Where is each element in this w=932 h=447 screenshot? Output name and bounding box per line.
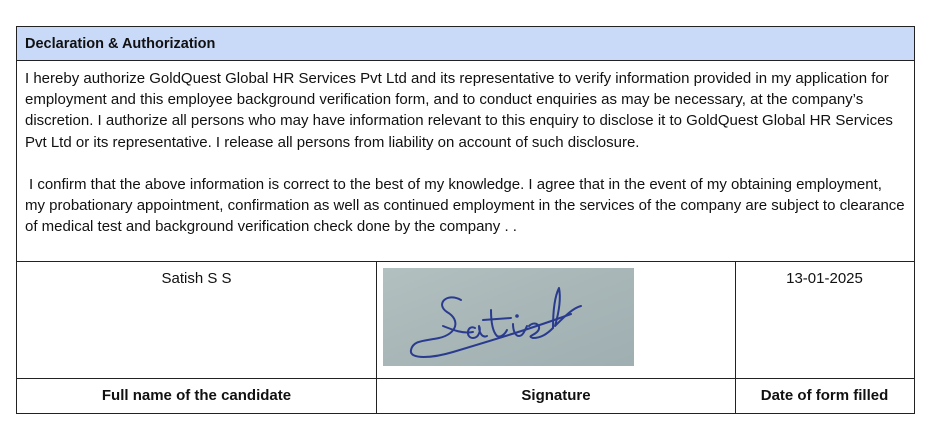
section-header (17, 27, 914, 61)
signature-image (383, 268, 634, 366)
full-name-label-cell (17, 379, 377, 413)
candidate-name-cell (17, 262, 377, 378)
date-filled-label: Date of form filled (760, 387, 889, 404)
section-title: Declaration & Authorization (25, 35, 216, 52)
candidate-name-value: Satish S S (161, 270, 232, 287)
declaration-form-table (16, 26, 915, 414)
declaration-text-block (17, 61, 914, 262)
date-label-cell (736, 379, 913, 413)
candidate-values-row (17, 262, 914, 379)
full-name-label: Full name of the candidate (101, 387, 292, 404)
signature-label: Signature (521, 387, 591, 404)
date-filled-cell (736, 262, 913, 378)
signature-label-cell (377, 379, 736, 413)
declaration-paragraph-confirmation: I confirm that the above information is correct to the best of my knowledge. I agree that in the event of my obtaining employment, my probationary appointment, confirmation as well as continued employment in the services of the company are subject to clearance of medical test and background verification check done by the company . . (25, 175, 905, 236)
signature-cell (377, 262, 736, 378)
declaration-paragraph-authorization: I hereby authorize GoldQuest Global HR Services Pvt Ltd and its representative to verify information provided in my application for employment and this employee background verification form, and to conduct enquiries as may be necessary, at the company’s discretion. I authorize all persons who may have information relevant to this enquiry to disclose it to GoldQuest Global HR Services Pvt Ltd or its representative. I release all persons from liability on account of such disclosure. (25, 70, 893, 151)
labels-row (17, 379, 914, 413)
date-filled-value: 13-01-2025 (786, 270, 863, 287)
